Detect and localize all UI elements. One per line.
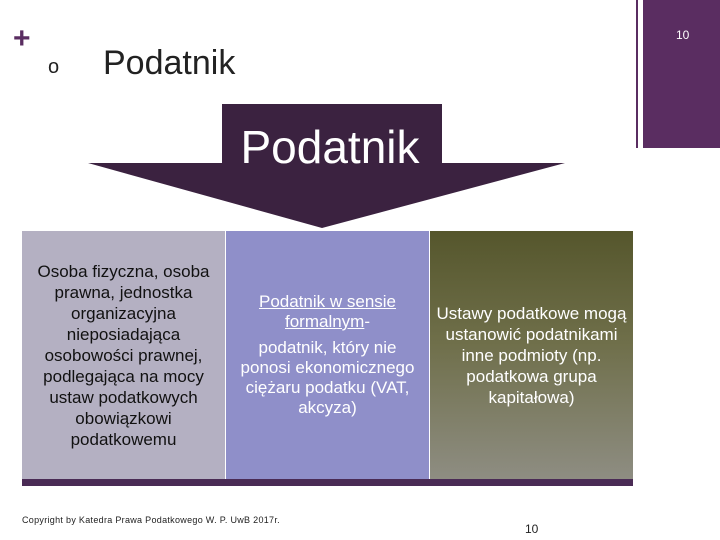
slide-number-bottom: 10 (525, 522, 539, 536)
copyright-footer: Copyright by Katedra Prawa Podatkowego W. P. UwB 2017r. (22, 515, 280, 525)
panel-other-entities (430, 231, 633, 479)
panel-formal-heading: Podatnik w sensie formalnym (258, 292, 397, 331)
panel-formal-text: podatnik, który nie ponosi ekonomicznego ciężaru podatku (VAT, akcyza) (240, 338, 415, 417)
panel-formal-heading-dash: - (364, 312, 371, 331)
slide-number-top: 10 (676, 28, 690, 42)
panel-other-entities-text: Ustawy podatkowe mogą ustanowić podatnikami inne podmioty (np. podatkowa grupa kapitałowa) (436, 303, 627, 407)
page-title: Podatnik (103, 44, 236, 82)
panel-formal-taxpayer (226, 231, 429, 479)
panel-definition (22, 231, 225, 479)
panel-definition-text: Osoba fizyczna, osoba prawna, jednostka organizacyjna nieposiadająca osobowości prawnej, podlegająca na mocy ustaw podatkowych obowiązkowi podatkowemu (37, 261, 210, 449)
plus-icon: + (13, 22, 31, 55)
panels-bottom-border (22, 479, 633, 486)
arrow-label: Podatnik (240, 121, 420, 173)
bullet-icon: o (48, 56, 60, 78)
content-panels (22, 231, 633, 486)
